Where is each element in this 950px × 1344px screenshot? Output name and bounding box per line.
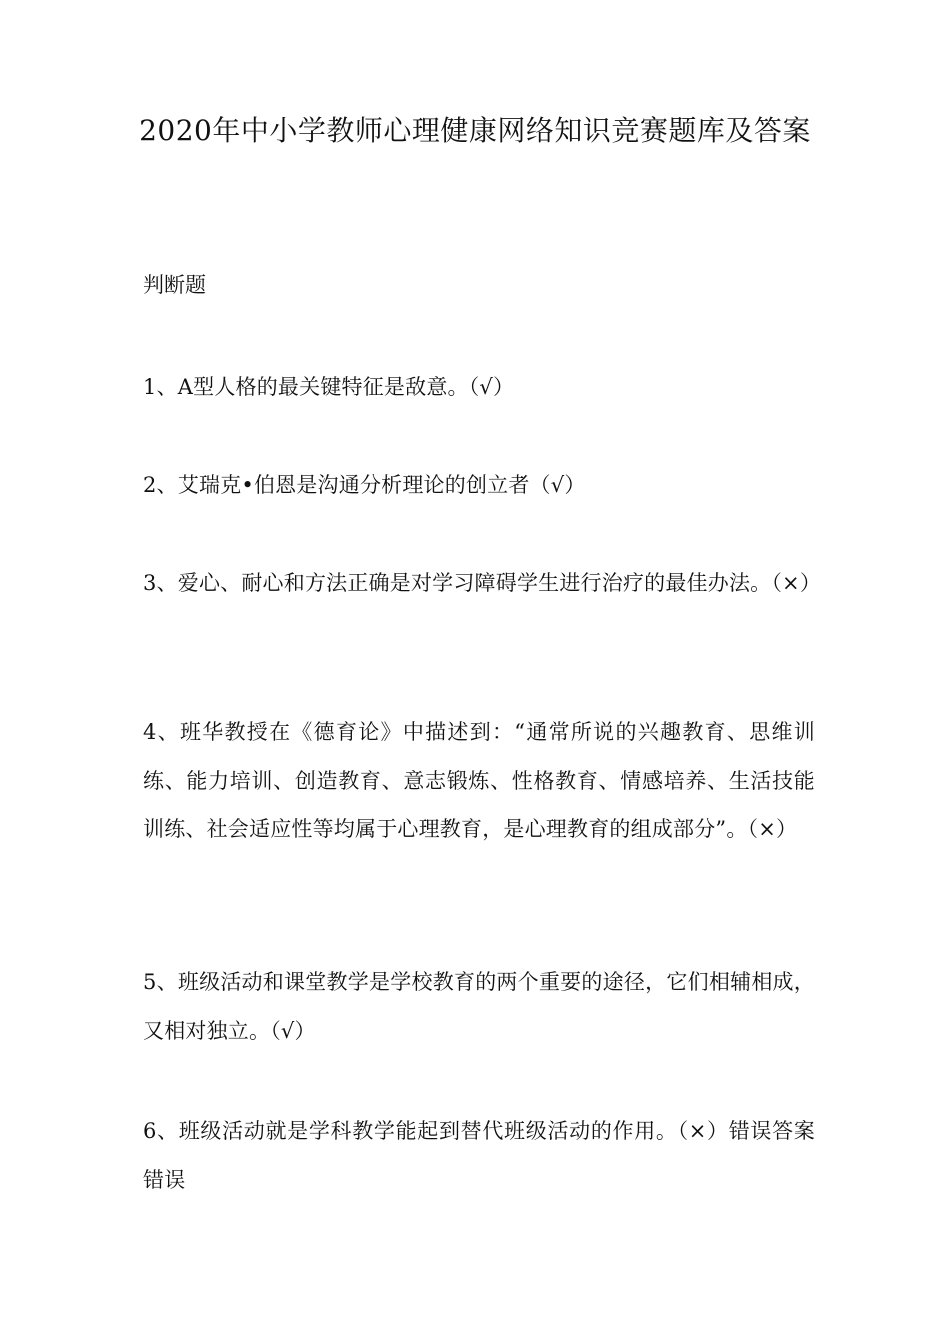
document-title: 2020年中小学教师心理健康网络知识竞赛题库及答案 <box>139 114 811 147</box>
question-item: 3、爱心、耐心和方法正确是对学习障碍学生进行治疗的最佳办法。（×） <box>143 571 822 595</box>
question-item: 2、艾瑞克•伯恩是沟通分析理论的创立者（√） <box>143 473 586 497</box>
question-item: 4、班华教授在《德育论》中描述到：“通常所说的兴趣教育、思维训练、能力培训、创造教育、意志锻炼、性格教育、情感培养、生活技能训练、社会适应性等均属于心理教育，是心理教育的组成部分”。（×） <box>143 720 815 841</box>
question-item: 6、班级活动就是学科教学能起到替代班级活动的作用。（×）错误答案错误 <box>143 1119 815 1192</box>
question-item: 5、班级活动和课堂教学是学校教育的两个重要的途径，它们相辅相成，又相对独立。（√） <box>143 970 815 1043</box>
section-heading: 判断题 <box>143 273 206 297</box>
question-item: 1、A型人格的最关键特征是敌意。（√） <box>143 375 515 399</box>
